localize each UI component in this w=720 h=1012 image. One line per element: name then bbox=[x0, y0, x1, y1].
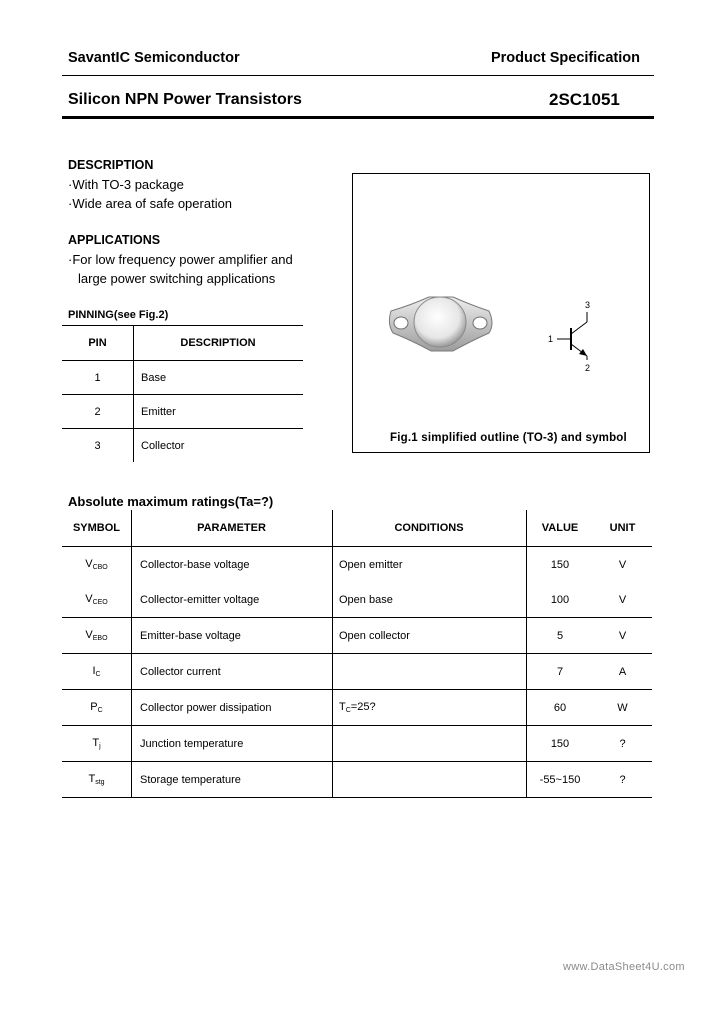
symbol-pin-label: 3 bbox=[585, 300, 591, 310]
npn-transistor-symbol-icon bbox=[543, 296, 603, 376]
pin-column-header: PIN bbox=[62, 326, 134, 361]
symbol-cell: $I_C$ bbox=[62, 654, 132, 690]
parameter-cell: Collector power dissipation bbox=[132, 690, 333, 726]
parameter-cell: Emitter-base voltage bbox=[132, 618, 333, 654]
pin-number: 2 bbox=[62, 395, 134, 429]
pinning-table bbox=[62, 325, 303, 462]
symbol-cell: $T_{stg}$ bbox=[62, 762, 132, 798]
value-cell: 5 bbox=[527, 618, 594, 654]
value-column-header: VALUE bbox=[527, 510, 594, 547]
pin-number: 3 bbox=[62, 429, 134, 463]
parameter-cell: Collector current bbox=[132, 654, 333, 690]
conditions-cell bbox=[333, 726, 527, 762]
parameter-cell: Junction temperature bbox=[132, 726, 333, 762]
parameter-cell: Storage temperature bbox=[132, 762, 333, 798]
part-number: 2SC1051 bbox=[549, 90, 620, 109]
unit-cell: W bbox=[593, 690, 652, 726]
value-cell: 60 bbox=[527, 690, 594, 726]
table-row bbox=[62, 429, 303, 463]
product-line: Silicon NPN Power Transistors bbox=[68, 91, 302, 108]
ratings-table bbox=[62, 510, 652, 798]
conditions-cell: Open base bbox=[333, 582, 527, 618]
symbol-cell: $P_C$ bbox=[62, 690, 132, 726]
parameter-cell: Collector-emitter voltage bbox=[132, 582, 333, 618]
title-divider bbox=[62, 116, 654, 119]
pin-number: 1 bbox=[62, 361, 134, 395]
watermark-text: www.DataSheet4U.com bbox=[563, 961, 685, 973]
symbol-cell: $V_{CEO}$ bbox=[62, 582, 132, 618]
description-column-header: DESCRIPTION bbox=[180, 337, 256, 349]
conditions-cell: Open emitter bbox=[333, 547, 527, 583]
unit-cell: ? bbox=[593, 762, 652, 798]
figure-caption: Fig.1 simplified outline (TO-3) and symbol bbox=[390, 432, 627, 444]
value-cell: 100 bbox=[527, 582, 594, 618]
conditions-cell bbox=[333, 762, 527, 798]
table-row bbox=[62, 361, 303, 395]
table-row bbox=[62, 690, 652, 726]
pin-description: Collector bbox=[141, 439, 185, 452]
unit-cell: V bbox=[593, 582, 652, 618]
value-cell: 150 bbox=[527, 726, 594, 762]
symbol-cell: $V_{CBO}$ bbox=[62, 547, 132, 583]
symbol-pin-label: 2 bbox=[585, 363, 591, 373]
figure-box bbox=[352, 173, 650, 453]
applications-line: large power switching applications bbox=[78, 271, 276, 286]
value-cell: 150 bbox=[550, 558, 570, 571]
pin-description: Base bbox=[134, 361, 304, 395]
description-heading: DESCRIPTION bbox=[68, 158, 154, 172]
table-row bbox=[62, 762, 652, 798]
unit-column-header: UNIT bbox=[593, 510, 652, 547]
conditions-column-header: CONDITIONS bbox=[333, 510, 527, 547]
symbol-column-header: SYMBOL bbox=[62, 510, 132, 547]
table-row bbox=[62, 582, 652, 618]
table-row bbox=[62, 395, 303, 429]
table-row bbox=[62, 726, 652, 762]
value-cell: 7 bbox=[527, 654, 594, 690]
header-divider bbox=[62, 75, 654, 76]
applications-heading: APPLICATIONS bbox=[68, 233, 161, 247]
description-item: ·With TO-3 package bbox=[68, 177, 184, 192]
ratings-title: Absolute maximum ratings(Ta=?) bbox=[68, 494, 274, 509]
parameter-column-header: PARAMETER bbox=[132, 510, 333, 547]
symbol-pin-label: 1 bbox=[548, 334, 554, 344]
applications-line: ·For low frequency power amplifier and bbox=[68, 252, 293, 267]
symbol-cell: $T_j$ bbox=[62, 726, 132, 762]
table-row bbox=[62, 618, 652, 654]
unit-cell: V bbox=[618, 558, 627, 571]
conditions-cell: $T_C=25$? bbox=[333, 690, 527, 726]
description-item: ·Wide area of safe operation bbox=[68, 196, 233, 211]
table-row bbox=[62, 547, 652, 583]
conditions-cell bbox=[333, 654, 527, 690]
unit-cell: ? bbox=[593, 726, 652, 762]
pinning-heading: PINNING(see Fig.2) bbox=[68, 309, 169, 321]
value-cell: -55~150 bbox=[527, 762, 594, 798]
company-name: SavantIC Semiconductor bbox=[68, 50, 240, 66]
parameter-cell: Collector-base voltage bbox=[132, 547, 333, 583]
conditions-cell: Open collector bbox=[333, 618, 527, 654]
pin-description: Emitter bbox=[134, 395, 304, 429]
unit-cell: A bbox=[593, 654, 652, 690]
doc-type: Product Specification bbox=[490, 50, 640, 66]
unit-cell: V bbox=[593, 618, 652, 654]
to3-package-icon bbox=[383, 289, 498, 359]
table-row bbox=[62, 654, 652, 690]
symbol-cell: $V_{EBO}$ bbox=[62, 618, 132, 654]
